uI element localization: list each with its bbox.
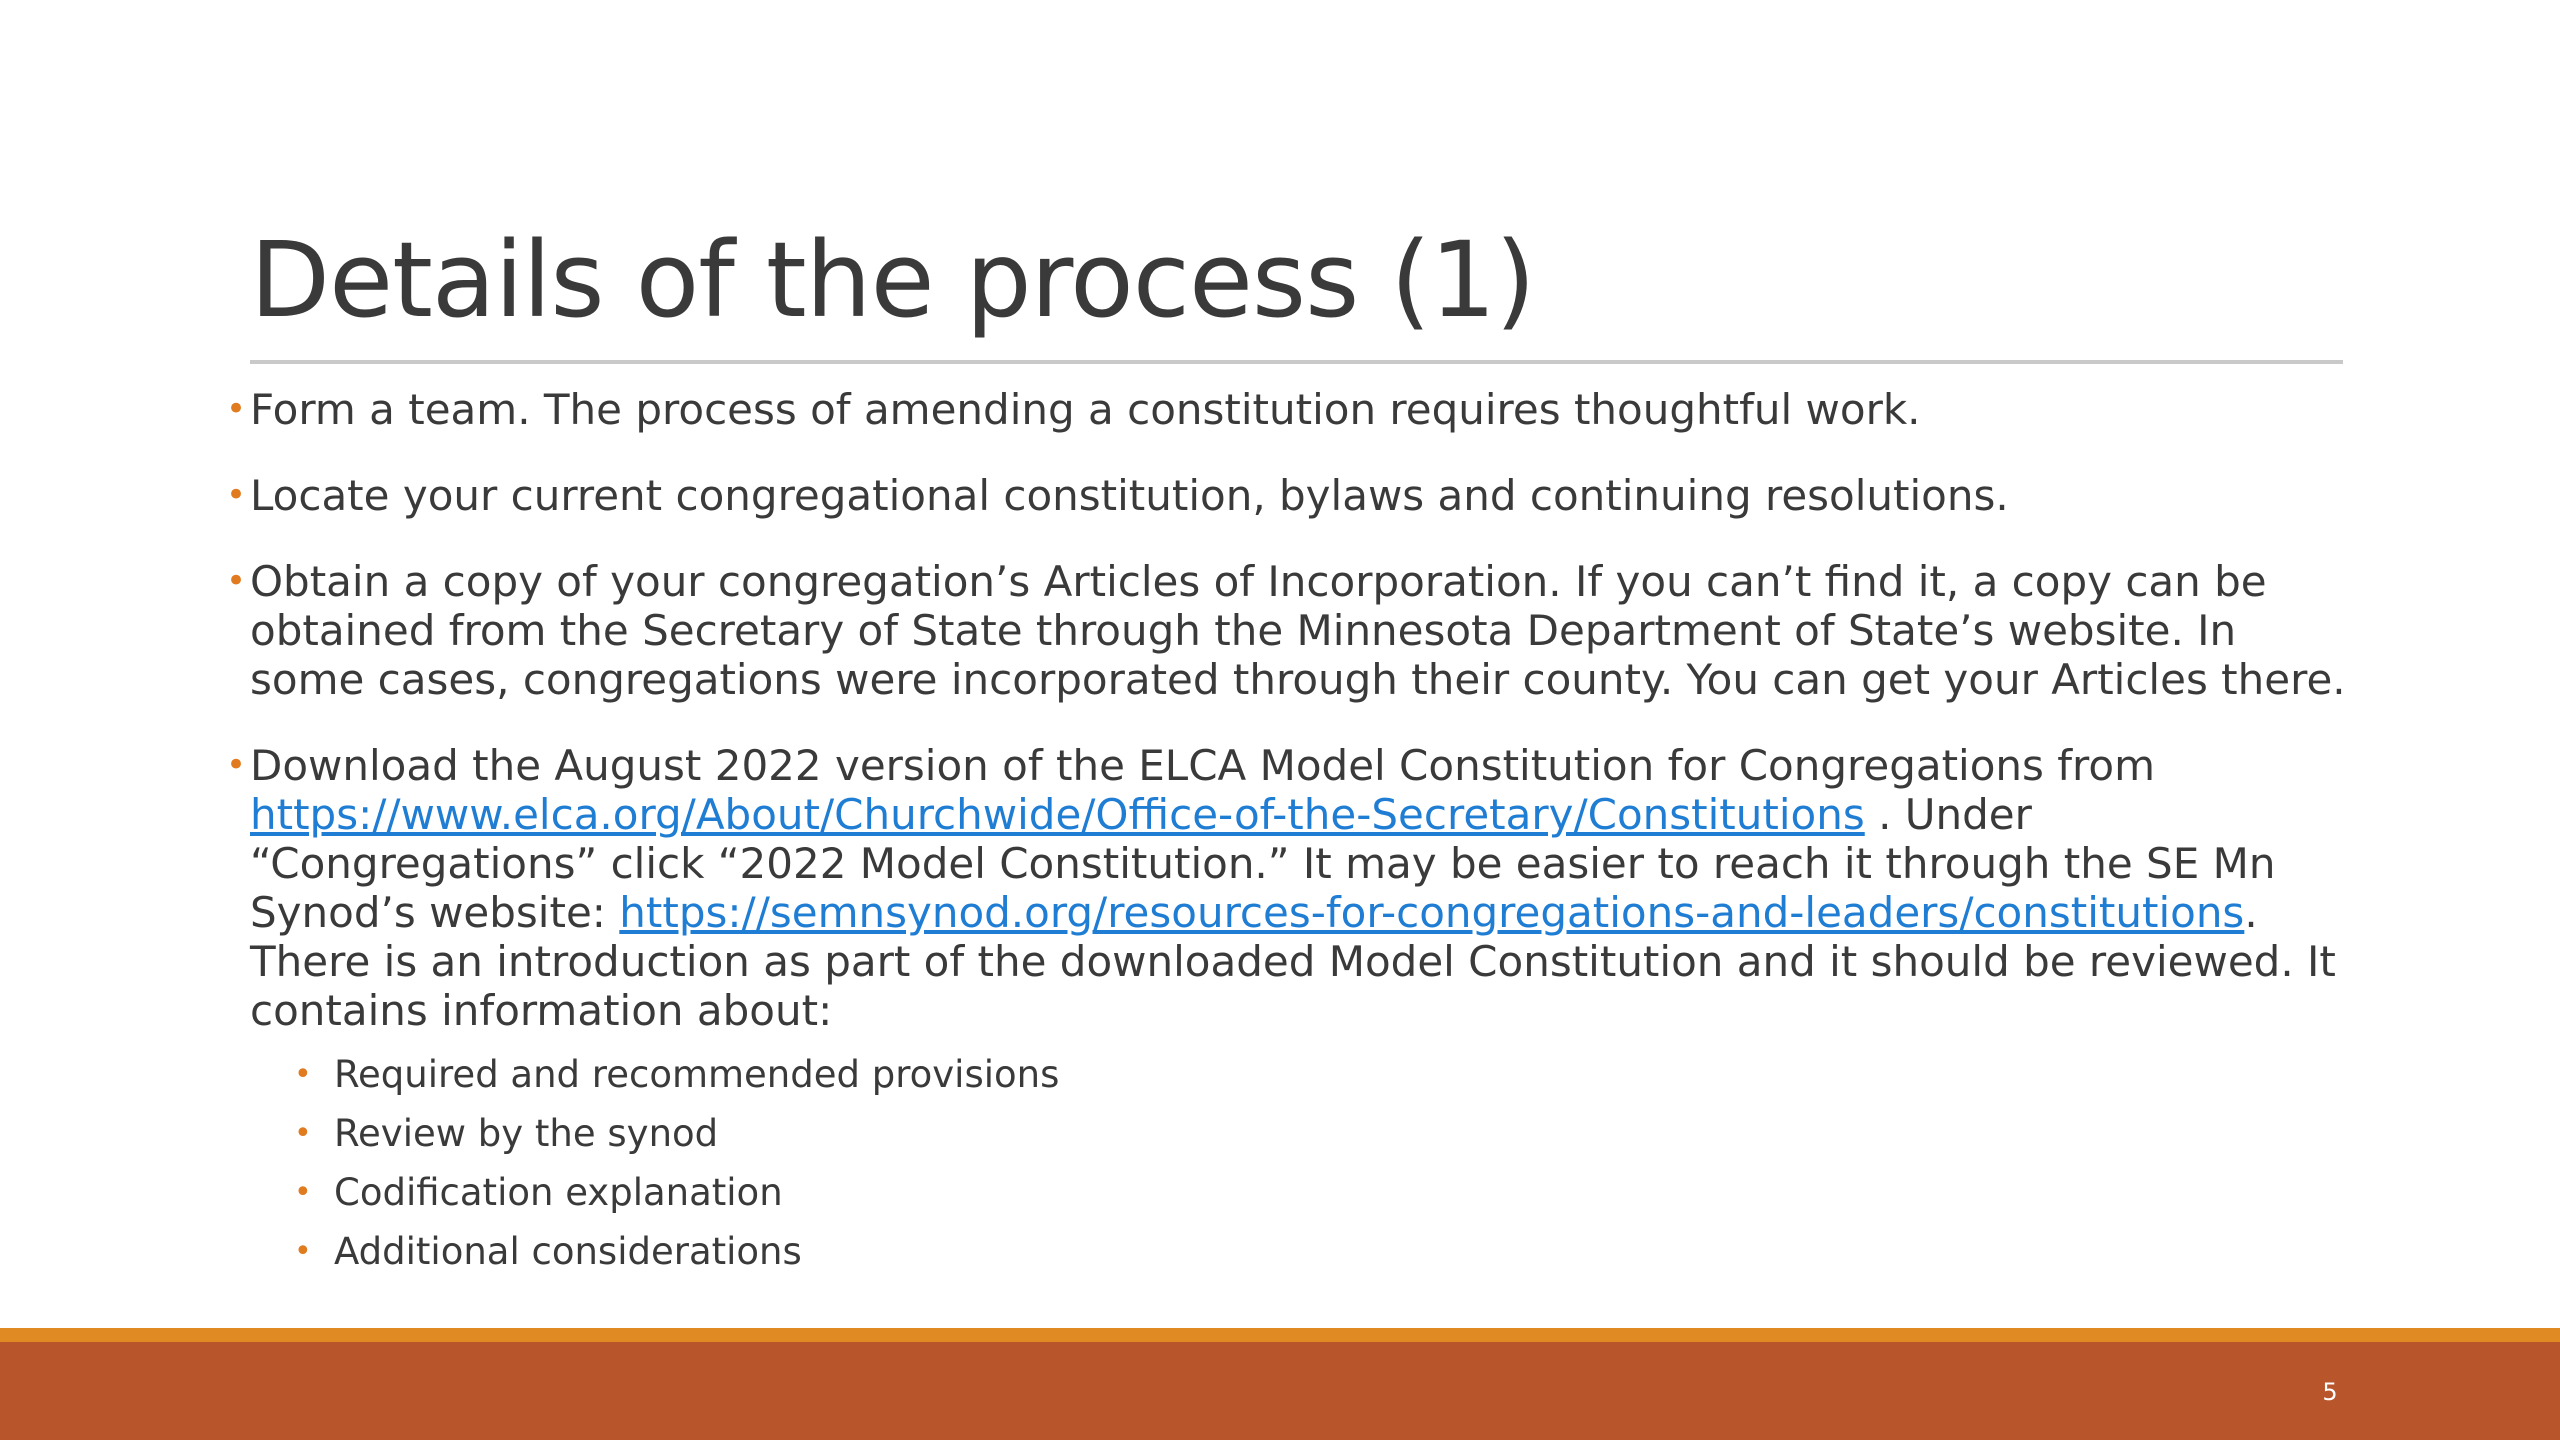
- footer-accent-stripe: [0, 1328, 2560, 1342]
- bullet-text: Obtain a copy of your congregation’s Articles of Incorporation. If you can’t find it, a copy can be obtained from the Secretary of State through the Minnesota Department of State’s website. In some cases, congregations were incorporated through their county. You can get your Articles there.: [250, 557, 2346, 704]
- sub-bullet-icon: •: [294, 1057, 312, 1092]
- bullet-icon: •: [226, 475, 247, 515]
- bullet-text: Form a team. The process of amending a constitution requires thoughtful work.: [250, 385, 1921, 434]
- sub-bullet-text: Codification explanation: [334, 1171, 783, 1214]
- bullet-text-middle: . Under “Congregations” click “2022 Model Constitution.” It may be easier to reach it through the SE Mn Synod’s website:: [250, 790, 2276, 937]
- sub-bullet-item: [294, 1053, 2361, 1097]
- footer-band: [0, 1342, 2560, 1440]
- bullet-item-download-model-constitution: [226, 741, 2361, 1274]
- sub-bullet-item: [294, 1171, 2361, 1215]
- bullet-icon: •: [226, 561, 247, 601]
- bullet-text-intro: Download the August 2022 version of the ELCA Model Constitution for Congregations from: [250, 741, 2156, 790]
- elca-constitutions-link[interactable]: https://www.elca.org/About/Churchwide/Office-of-the-Secretary/Constitutions: [250, 790, 1865, 839]
- sub-bullet-icon: •: [294, 1116, 312, 1151]
- bullet-item-form-team: [226, 385, 2361, 434]
- slide-title: Details of the process (1): [250, 219, 1535, 341]
- bullet-item-articles-of-incorporation: [226, 557, 2361, 704]
- sub-bullet-text: Required and recommended provisions: [334, 1053, 1060, 1096]
- semn-synod-constitutions-link[interactable]: https://semnsynod.org/resources-for-congregations-and-leaders/constitutions: [619, 888, 2245, 937]
- sub-bullet-item: [294, 1112, 2361, 1156]
- title-divider: [250, 360, 2343, 364]
- sub-bullet-item: [294, 1230, 2361, 1274]
- sub-bullet-text: Review by the synod: [334, 1112, 719, 1155]
- bullet-icon: •: [226, 745, 247, 785]
- sub-bullet-icon: •: [294, 1234, 312, 1269]
- sub-bullet-list: [294, 1053, 2361, 1274]
- bullet-item-locate-constitution: [226, 471, 2361, 520]
- sub-bullet-icon: •: [294, 1175, 312, 1210]
- sub-bullet-text: Additional considerations: [334, 1230, 802, 1273]
- bullet-icon: •: [226, 389, 247, 429]
- bullet-list: [226, 385, 2361, 1311]
- bullet-text-end: . There is an introduction as part of the downloaded Model Constitution and it should be reviewed. It contains information about:: [250, 888, 2336, 1035]
- bullet-text: Locate your current congregational constitution, bylaws and continuing resolutions.: [250, 471, 2009, 520]
- slide-number: 5: [2322, 1378, 2338, 1406]
